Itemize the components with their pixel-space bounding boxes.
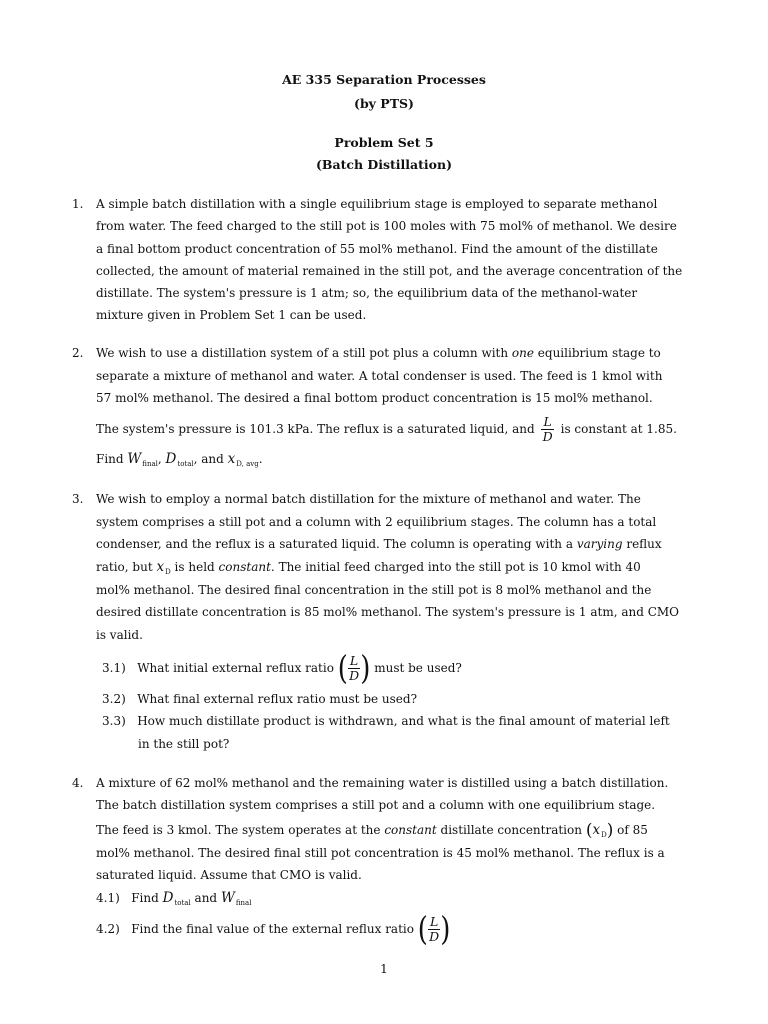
problem-2-line: Find $W_{final}$, $D_{total}$, and $x_{D, avg}$.: [96, 451, 263, 468]
problem-3-line: desired distillate concentration is 85 mol% methanol. The system's pressure is 1 atm, and CMO: [96, 605, 680, 619]
problem-4-line: The feed is 3 kmol. The system operates at the constant distillate concentration $(x_D)$ of 85: [96, 820, 648, 841]
problem-1-number: 1.: [72, 197, 84, 211]
subquestion-4-1: 4.1) Find $D_{total}$ and $W_{final}$: [96, 890, 252, 907]
problem-3-line: system comprises a still pot and a column with 2 equilibrium stages. The column has a total: [96, 515, 657, 529]
problem-2-line: 57 mol% methanol. The desired a final bottom product concentration is 15 mol% methanol.: [96, 391, 653, 405]
subquestion-3-2: 3.2) What final external reflux ratio must be used?: [102, 692, 418, 706]
problem-2-line: We wish to use a distillation system of a still pot plus a column with one equilibrium stage to: [96, 346, 661, 360]
problem-4-line: saturated liquid. Assume that CMO is valid.: [96, 868, 362, 882]
problem-1-line: from water. The feed charged to the still pot is 100 moles with 75 mol% of methanol. We desire: [96, 219, 677, 233]
problem-4-line: The batch distillation system comprises a still pot and a column with one equilibrium stage.: [96, 798, 656, 812]
problem-2-number: 2.: [72, 346, 84, 360]
problem-4-number: 4.: [72, 776, 84, 790]
problem-1-line: A simple batch distillation with a single equilibrium stage is employed to separate methanol: [96, 197, 658, 211]
problem-3-line: mol% methanol. The desired final concentration in the still pot is 8 mol% methanol and the: [96, 583, 652, 597]
problem-3-line: is valid.: [96, 628, 143, 642]
problem-1-line: a final bottom product concentration of 55 mol% methanol. Find the amount of the distillate: [96, 242, 658, 256]
problem-3-line: ratio, but $x_D$ is held constant. The initial feed charged into the still pot is 10 kmol with 40: [96, 559, 641, 576]
problem-3-number: 3.: [72, 492, 84, 506]
author-line: (by PTS): [354, 96, 414, 111]
page-number: 1: [380, 962, 388, 976]
subquestion-3-3-continued: in the still pot?: [138, 737, 230, 751]
problem-1-line: collected, the amount of material remained in the still pot, and the average concentration of the: [96, 264, 683, 278]
problem-2-line: separate a mixture of methanol and water. A total condenser is used. The feed is 1 kmol with: [96, 369, 663, 383]
reflux-ratio-fraction: $\frac{L}{D}$: [349, 653, 360, 683]
problem-4-line: A mixture of 62 mol% methanol and the remaining water is distilled using a batch distillation.: [96, 776, 669, 790]
problem-3-line: condenser, and the reflux is a saturated liquid. The column is operating with a varying reflux: [96, 537, 662, 551]
problem-3-line: We wish to employ a normal batch distillation for the mixture of methanol and water. The: [96, 492, 641, 506]
course-title: AE 335 Separation Processes: [282, 72, 486, 87]
problem-1-line: distillate. The system's pressure is 1 atm; so, the equilibrium data of the methanol-water: [96, 286, 638, 300]
problem-4-line: mol% methanol. The desired final still pot concentration is 45 mol% methanol. The reflux is a: [96, 846, 665, 860]
reflux-ratio-fraction: $\frac{L}{D}$: [429, 914, 440, 944]
problem-1-line: mixture given in Problem Set 1 can be used.: [96, 308, 367, 322]
subquestion-4-2: 4.2) Find the final value of the external reflux ratio ( $\frac{L}{D}$ ): [96, 910, 451, 949]
problem-set-topic: (Batch Distillation): [315, 157, 452, 172]
problem-set-title: Problem Set 5: [334, 135, 434, 150]
problem-2-line: The system's pressure is 101.3 kPa. The reflux is a saturated liquid, and $\frac{L}{D}$ is constant at 1.85.: [96, 414, 677, 444]
reflux-ratio-fraction: $\frac{L}{D}$: [542, 414, 553, 444]
subquestion-3-3: 3.3) How much distillate product is withdrawn, and what is the final amount of material left: [102, 714, 670, 728]
subquestion-3-1: 3.1) What initial external reflux ratio ( $\frac{L}{D}$ ) must be used?: [102, 649, 462, 688]
